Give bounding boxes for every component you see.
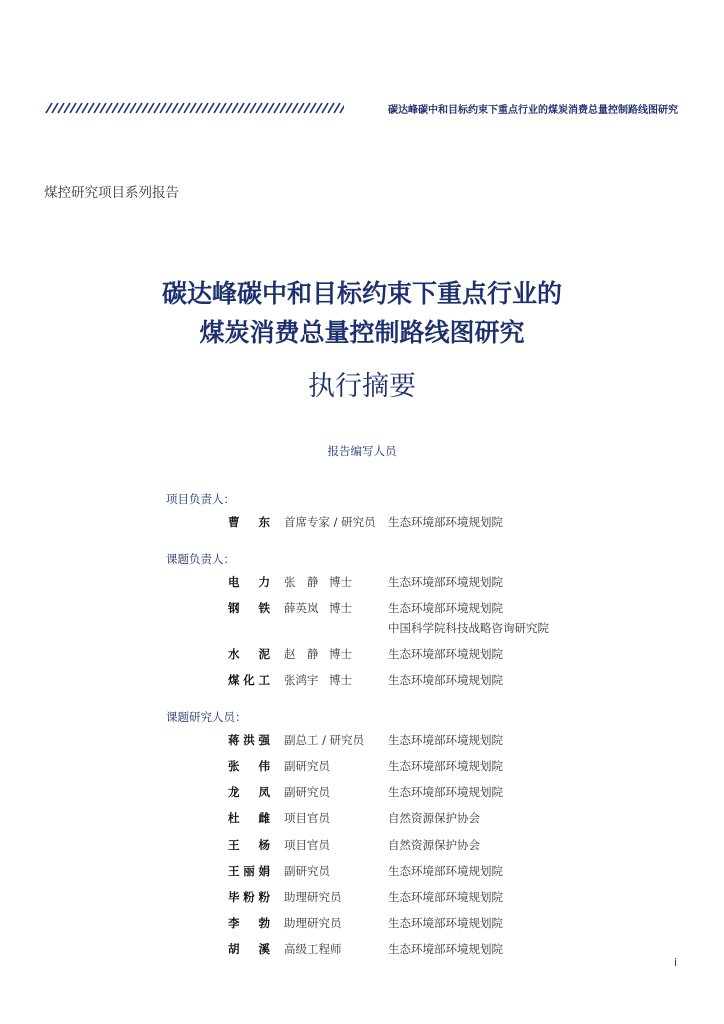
topic-name: 水 泥 (228, 647, 270, 661)
list-item (0, 784, 724, 804)
section-label-researchers: 课题研究人员： (166, 710, 247, 724)
topic-name: 钢 铁 (228, 601, 270, 615)
page-number: i (674, 956, 678, 969)
member-org: 生态环境部环境规划院 (388, 733, 503, 747)
list-item (0, 915, 724, 935)
member-org: 生态环境部环境规划院 (388, 785, 503, 799)
list-item (0, 646, 724, 666)
member-role: 项目官员 (284, 838, 330, 852)
member-title: 博士 (329, 575, 352, 589)
report-title-line-1: 碳达峰碳中和目标约束下重点行业的 (161, 279, 562, 308)
list-item (0, 732, 724, 752)
list-item (0, 810, 724, 830)
report-title-line-2: 煤炭消费总量控制路线图研究 (199, 318, 525, 347)
member-name: 赵 静 (284, 647, 319, 661)
topic-name: 电 力 (228, 575, 270, 589)
report-subtitle: 执行摘要 (308, 371, 416, 402)
section-label-topic-leaders: 课题负责人： (166, 552, 235, 566)
member-title: 博士 (329, 647, 352, 661)
member-name: 杜 雌 (228, 811, 270, 825)
list-item (0, 600, 724, 640)
list-item (0, 514, 724, 534)
member-role: 助理研究员 (284, 916, 342, 930)
member-name: 胡 溪 (228, 942, 270, 956)
member-role: 副研究员 (284, 785, 330, 799)
member-name: 张 静 (284, 575, 319, 589)
member-name: 张鸿宇 (284, 673, 319, 687)
member-org: 生态环境部环境规划院 (388, 864, 503, 878)
member-org: 生态环境部环境规划院 (388, 647, 503, 661)
member-org: 生态环境部环境规划院 (388, 916, 503, 930)
member-role: 副研究员 (284, 864, 330, 878)
member-org: 生态环境部环境规划院 (388, 673, 503, 687)
member-name: 曹 东 (228, 515, 270, 529)
member-name: 龙 凤 (228, 785, 270, 799)
list-item (0, 672, 724, 692)
list-item (0, 889, 724, 909)
member-org: 生态环境部环境规划院 (388, 575, 503, 589)
member-org: 生态环境部环境规划院 (388, 601, 503, 615)
member-name: 王 杨 (228, 838, 270, 852)
member-org: 生态环境部环境规划院 (388, 942, 503, 956)
member-name: 李 勃 (228, 916, 270, 930)
list-item (0, 837, 724, 857)
topic-name: 煤化工 (228, 673, 270, 687)
member-org: 生态环境部环境规划院 (388, 515, 503, 529)
section-label-project-leader: 项目负责人： (166, 492, 235, 506)
header-hatch-decoration (44, 102, 344, 114)
member-role: 首席专家 / 研究员 (284, 515, 376, 529)
member-title: 博士 (329, 673, 352, 687)
member-name: 王丽娟 (228, 864, 270, 878)
list-item (0, 758, 724, 778)
running-header-title: 碳达峰碳中和目标约束下重点行业的煤炭消费总量控制路线图研究 (388, 105, 678, 116)
authors-heading: 报告编写人员 (327, 444, 397, 458)
list-item (0, 574, 724, 594)
member-title: 博士 (329, 601, 352, 615)
member-role: 副研究员 (284, 759, 330, 773)
member-org: 自然资源保护协会 (388, 811, 480, 825)
member-org: 生态环境部环境规划院 (388, 890, 503, 904)
member-role: 副总工 / 研究员 (284, 733, 365, 747)
member-name: 张 伟 (228, 759, 270, 773)
member-org: 自然资源保护协会 (388, 838, 480, 852)
member-role: 助理研究员 (284, 890, 342, 904)
member-org-secondary: 中国科学院科技战略咨询研究院 (388, 621, 549, 635)
member-role: 高级工程师 (284, 942, 342, 956)
report-series-label: 煤控研究项目系列报告 (44, 185, 179, 201)
list-item (0, 863, 724, 883)
member-name: 蒋洪强 (228, 733, 270, 747)
member-role: 项目官员 (284, 811, 330, 825)
member-name: 毕粉粉 (228, 890, 270, 904)
list-item (0, 941, 724, 961)
member-name: 薛英岚 (284, 601, 319, 615)
member-org: 生态环境部环境规划院 (388, 759, 503, 773)
